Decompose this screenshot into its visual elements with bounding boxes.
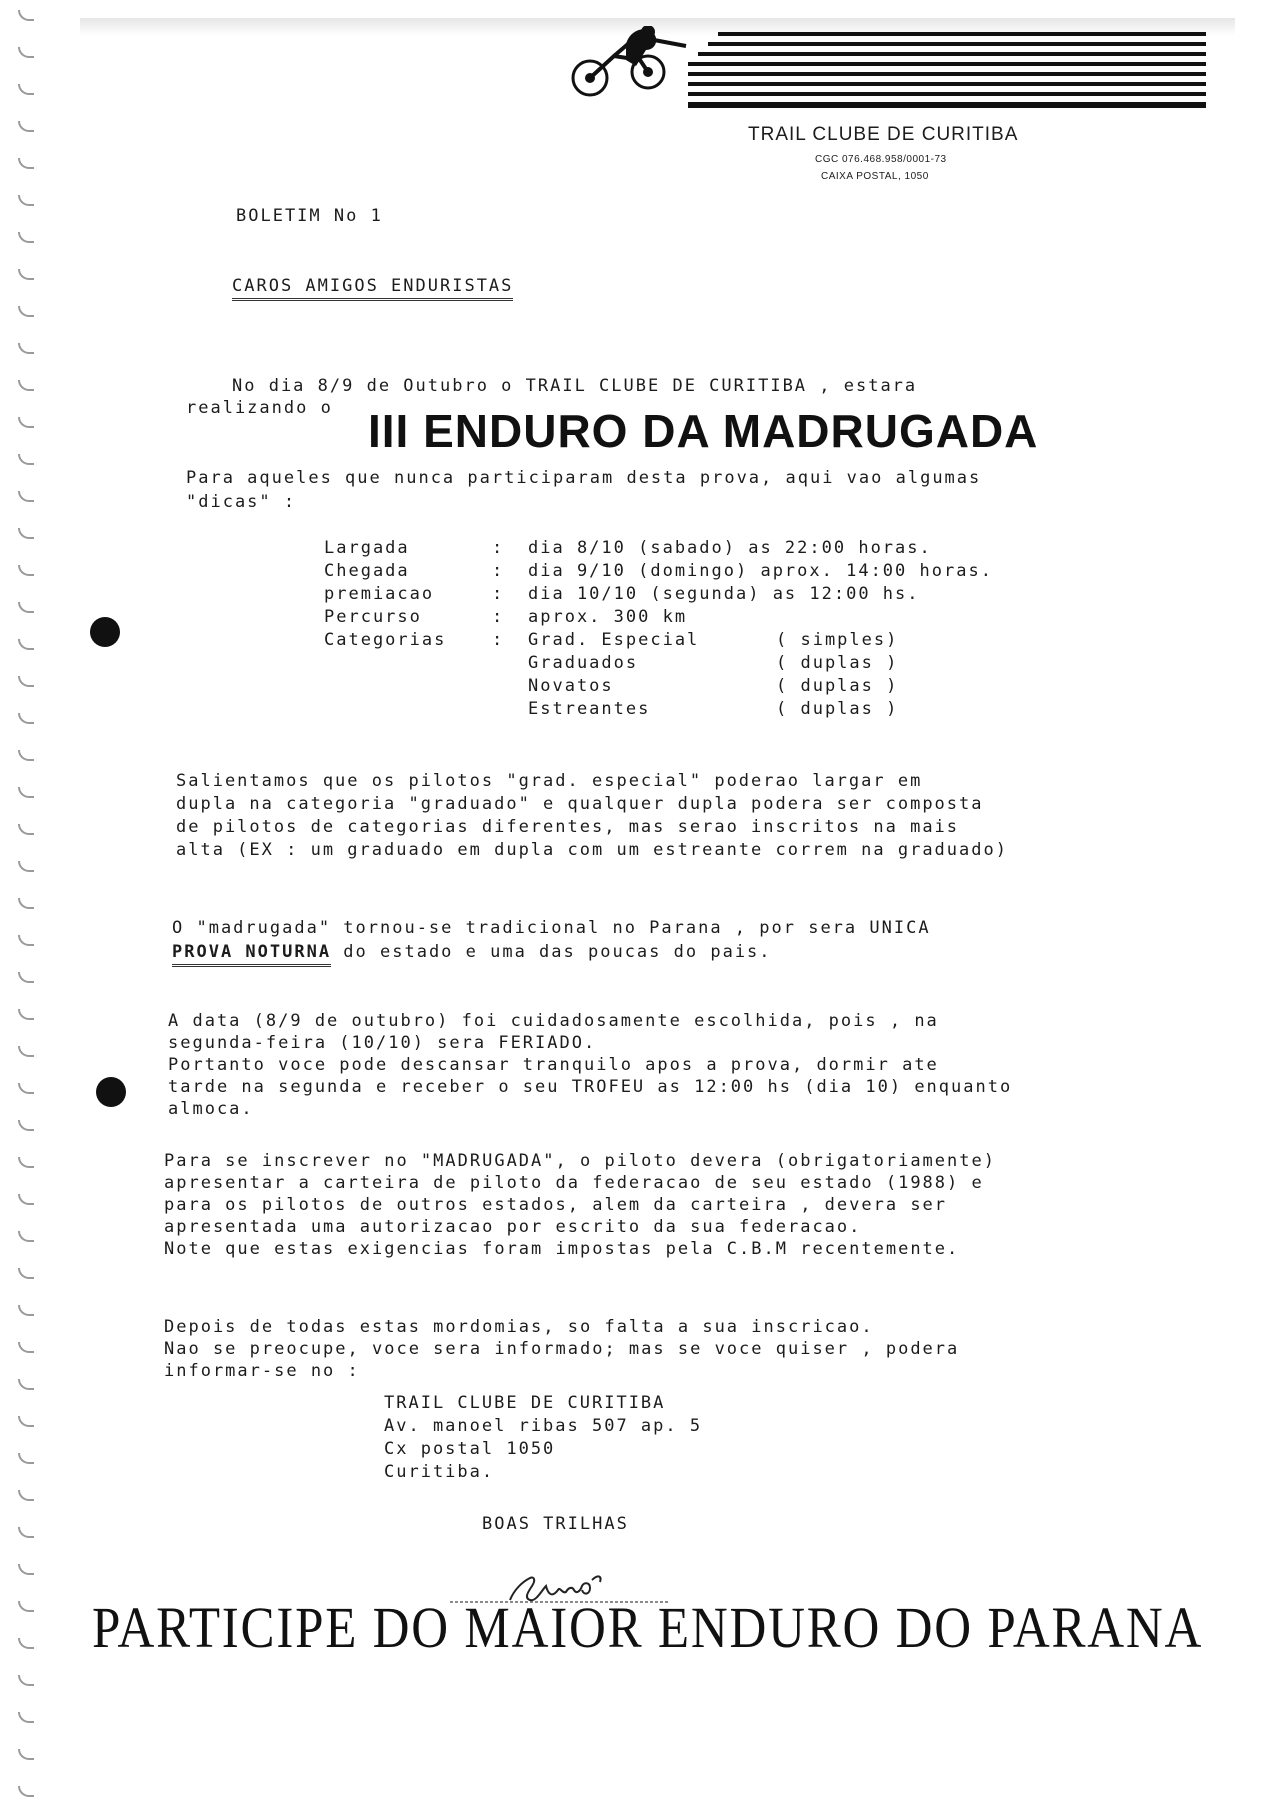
emphasis-text: PROVA NOTURNA bbox=[172, 942, 331, 967]
paragraph-date bbox=[168, 1010, 1012, 1120]
text-line: O "madrugada" tornou-se tradicional no Parana , por sera UNICA bbox=[172, 918, 931, 938]
text-line: Para se inscrever no "MADRUGADA", o piloto devera (obrigatoriamente) bbox=[164, 1151, 996, 1171]
event-headline: III ENDURO DA MADRUGADA bbox=[368, 405, 1039, 457]
schedule-row bbox=[324, 538, 993, 561]
category-name: Novatos bbox=[528, 676, 614, 696]
text-line bbox=[172, 940, 931, 964]
text-line: Note que estas exigencias foram impostas pela C.B.M recentemente. bbox=[164, 1239, 960, 1259]
schedule-label: Chegada bbox=[324, 561, 410, 581]
cgc-number: CGC 076.468.958/0001-73 bbox=[815, 154, 947, 165]
text-fragment: do estado e uma das poucas do pais. bbox=[331, 942, 772, 962]
tips-intro bbox=[186, 466, 981, 514]
caixa-postal: CAIXA POSTAL, 1050 bbox=[821, 171, 929, 182]
paragraph-contact bbox=[164, 1316, 959, 1382]
intro-line-2: realizando o bbox=[186, 398, 333, 418]
text-line: apresentar a carteira de piloto da federacao de seu estado (1988) e bbox=[164, 1173, 984, 1193]
motorcycle-rider-logo bbox=[568, 26, 1218, 116]
schedule-label: premiacao bbox=[324, 584, 435, 604]
category-row bbox=[324, 630, 993, 653]
punch-hole bbox=[96, 1077, 126, 1107]
schedule-label: Largada bbox=[324, 538, 410, 558]
text-line: almoca. bbox=[168, 1099, 254, 1119]
text-line: Depois de todas estas mordomias, so falta a sua inscricao. bbox=[164, 1317, 874, 1337]
club-address bbox=[384, 1392, 702, 1484]
schedule-row bbox=[324, 607, 993, 630]
category-type: ( simples) bbox=[776, 630, 899, 650]
schedule-label: Percurso bbox=[324, 607, 422, 627]
punch-hole bbox=[90, 617, 120, 647]
schedule-colon: : bbox=[492, 607, 505, 627]
text-line: para os pilotos de outros estados, alem da carteira , devera ser bbox=[164, 1195, 948, 1215]
intro-line-1: No dia 8/9 de Outubro o TRAIL CLUBE DE CURITIBA , estara bbox=[232, 376, 918, 396]
text-line: TRAIL CLUBE DE CURITIBA bbox=[384, 1393, 666, 1413]
categories-label: Categorias bbox=[324, 630, 447, 650]
bulletin-title: BOLETIM No 1 bbox=[236, 206, 383, 226]
text-line: Cx postal 1050 bbox=[384, 1439, 556, 1459]
closing-text: BOAS TRILHAS bbox=[482, 1514, 629, 1534]
schedule-value: dia 10/10 (segunda) as 12:00 hs. bbox=[528, 584, 920, 604]
category-row bbox=[324, 653, 993, 676]
schedule-value: dia 9/10 (domingo) aprox. 14:00 horas. bbox=[528, 561, 993, 581]
schedule-value: aprox. 300 km bbox=[528, 607, 688, 627]
text-line: apresentada uma autorizacao por escrito da sua federacao. bbox=[164, 1217, 862, 1237]
text-line: dupla na categoria "graduado" e qualquer dupla podera ser composta bbox=[176, 794, 984, 814]
paragraph-registration bbox=[164, 1150, 996, 1260]
schedule-colon: : bbox=[492, 538, 505, 558]
text-line: segunda-feira (10/10) sera FERIADO. bbox=[168, 1033, 597, 1053]
text-line: Curitiba. bbox=[384, 1462, 495, 1482]
paragraph-tradition bbox=[172, 916, 931, 964]
text-line: tarde na segunda e receber o seu TROFEU as 12:00 hs (dia 10) enquanto bbox=[168, 1077, 1013, 1097]
text-line: Av. manoel ribas 507 ap. 5 bbox=[384, 1416, 703, 1436]
spiral-binding-marks bbox=[18, 10, 44, 1750]
category-type: ( duplas ) bbox=[776, 699, 899, 719]
greeting bbox=[232, 276, 513, 296]
text-line: Para aqueles que nunca participaram desta prova, aqui vao algumas bbox=[186, 468, 982, 488]
club-name: TRAIL CLUBE DE CURITIBA bbox=[748, 124, 1019, 145]
text-line: de pilotos de categorias diferentes, mas serao inscritos na mais bbox=[176, 817, 960, 837]
greeting-text: CAROS AMIGOS ENDURISTAS bbox=[232, 276, 513, 301]
category-name: Grad. Especial bbox=[528, 630, 700, 650]
text-line: A data (8/9 de outubro) foi cuidadosamente escolhida, pois , na bbox=[168, 1011, 939, 1031]
text-line: Portanto voce pode descansar tranquilo apos a prova, dormir ate bbox=[168, 1055, 939, 1075]
text-line: Nao se preocupe, voce sera informado; mas se voce quiser , podera bbox=[164, 1339, 960, 1359]
category-row bbox=[324, 699, 993, 722]
paragraph-categories bbox=[176, 770, 1008, 862]
promo-banner: PARTICIPE DO MAIOR ENDURO DO PARANA bbox=[92, 1595, 1204, 1660]
category-name: Estreantes bbox=[528, 699, 651, 719]
schedule-row bbox=[324, 584, 993, 607]
category-type: ( duplas ) bbox=[776, 653, 899, 673]
text-line: informar-se no : bbox=[164, 1361, 360, 1381]
schedule-colon: : bbox=[492, 630, 505, 650]
schedule-colon: : bbox=[492, 561, 505, 581]
text-line: "dicas" : bbox=[186, 492, 297, 512]
category-row bbox=[324, 676, 993, 699]
event-schedule bbox=[324, 538, 993, 722]
category-type: ( duplas ) bbox=[776, 676, 899, 696]
schedule-value: dia 8/10 (sabado) as 22:00 horas. bbox=[528, 538, 932, 558]
schedule-row bbox=[324, 561, 993, 584]
text-line: Salientamos que os pilotos "grad. especial" poderao largar em bbox=[176, 771, 923, 791]
category-name: Graduados bbox=[528, 653, 639, 673]
schedule-colon: : bbox=[492, 584, 505, 604]
text-line: alta (EX : um graduado em dupla com um estreante correm na graduado) bbox=[176, 840, 1008, 860]
